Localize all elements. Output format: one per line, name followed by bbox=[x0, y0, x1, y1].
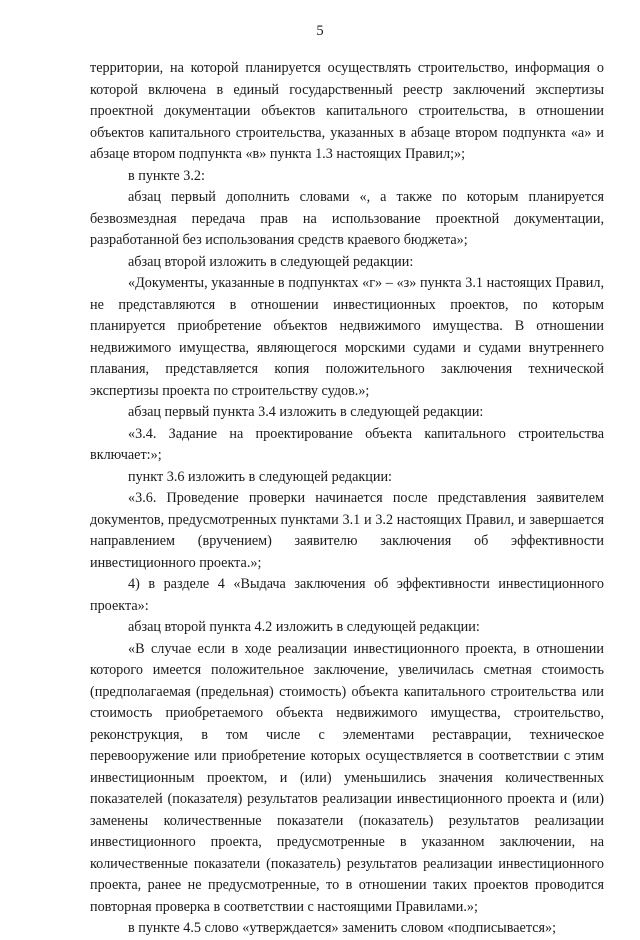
paragraph-continuation: территории, на которой планируется осуществлять строительство, информация о которой включена в единый государственный реестр заключений экспертизы проектной документации объектов капитального строительства, в отношении объектов капитального строительства, указанных в абзаце втором подпункта «а» и абзаце втором подпункта «в» пункта 1.3 настоящих Правил;»; bbox=[90, 60, 604, 162]
paragraph: 4) в разделе 4 «Выдача заключения об эффективности инвестиционного проекта»: bbox=[90, 576, 604, 614]
page-number: 5 bbox=[316, 23, 324, 39]
paragraph: абзац первый пункта 3.4 изложить в следующей редакции: bbox=[128, 404, 484, 420]
paragraph: абзац второй пункта 4.2 изложить в следующей редакции: bbox=[128, 619, 480, 635]
paragraph: «Документы, указанные в подпунктах «г» – «з» пункта 3.1 настоящих Правил, не представляются в отношении инвестиционных проектов, по которым планируется приобретение объектов недвижимого имущества. В отношении недвижимого имущества, являющегося морскими судами и судами внутреннего плавания, представляется копия положительного заключения технической экспертизы проекта по строительству судов.»; bbox=[90, 275, 604, 399]
paragraph: абзац второй изложить в следующей редакции: bbox=[128, 253, 414, 270]
document-body bbox=[90, 58, 604, 940]
paragraph: в пункте 3.2: bbox=[128, 167, 205, 184]
paragraph: пункт 3.6 изложить в следующей редакции: bbox=[128, 468, 392, 485]
paragraph: «3.4. Задание на проектирование объекта капитального строительства включает:»; bbox=[90, 425, 604, 463]
paragraph: в пункте 4.5 слово «утверждается» заменить словом «подписывается»; bbox=[128, 920, 557, 936]
paragraph: абзац первый дополнить словами «, а также по которым планируется безвозмездная передача прав на использование проектной документации, разработанной без использования средств краевого бюджета»; bbox=[90, 189, 604, 248]
paragraph: «3.6. Проведение проверки начинается после представления заявителем документов, предусмотренных пунктами 3.1 и 3.2 настоящих Правил, и завершается направлением (вручением) заявителю заключения об эффективности инвестиционного проекта.»; bbox=[90, 490, 604, 571]
paragraph: «В случае если в ходе реализации инвестиционного проекта, в отношении которого имеется положительное заключение, увеличилась сметная стоимость (предполагаемая (предельная) стоимость) объекта капитального строительства или стоимость приобретаемого объекта недвижимого имущества, строительство, реконструкция, в том числе с элементами реставрации, техническое перевооружение или приобретение которых осуществляется в соответствии с этим инвестиционным проектом, и (или) уменьшились значения количественных показателей (показателя) результатов реализации инвестиционного проекта и (или) заменены количественные показатели (показатель) результатов реализации инвестиционного проекта, предусмотренные в указанном заключении, на количественные показатели (показатель) результатов реализации инвестиционного проекта, ранее не предусмотренные, то в отношении таких проектов проводится повторная проверка в соответствии с настоящими Правилами.»; bbox=[90, 640, 604, 915]
